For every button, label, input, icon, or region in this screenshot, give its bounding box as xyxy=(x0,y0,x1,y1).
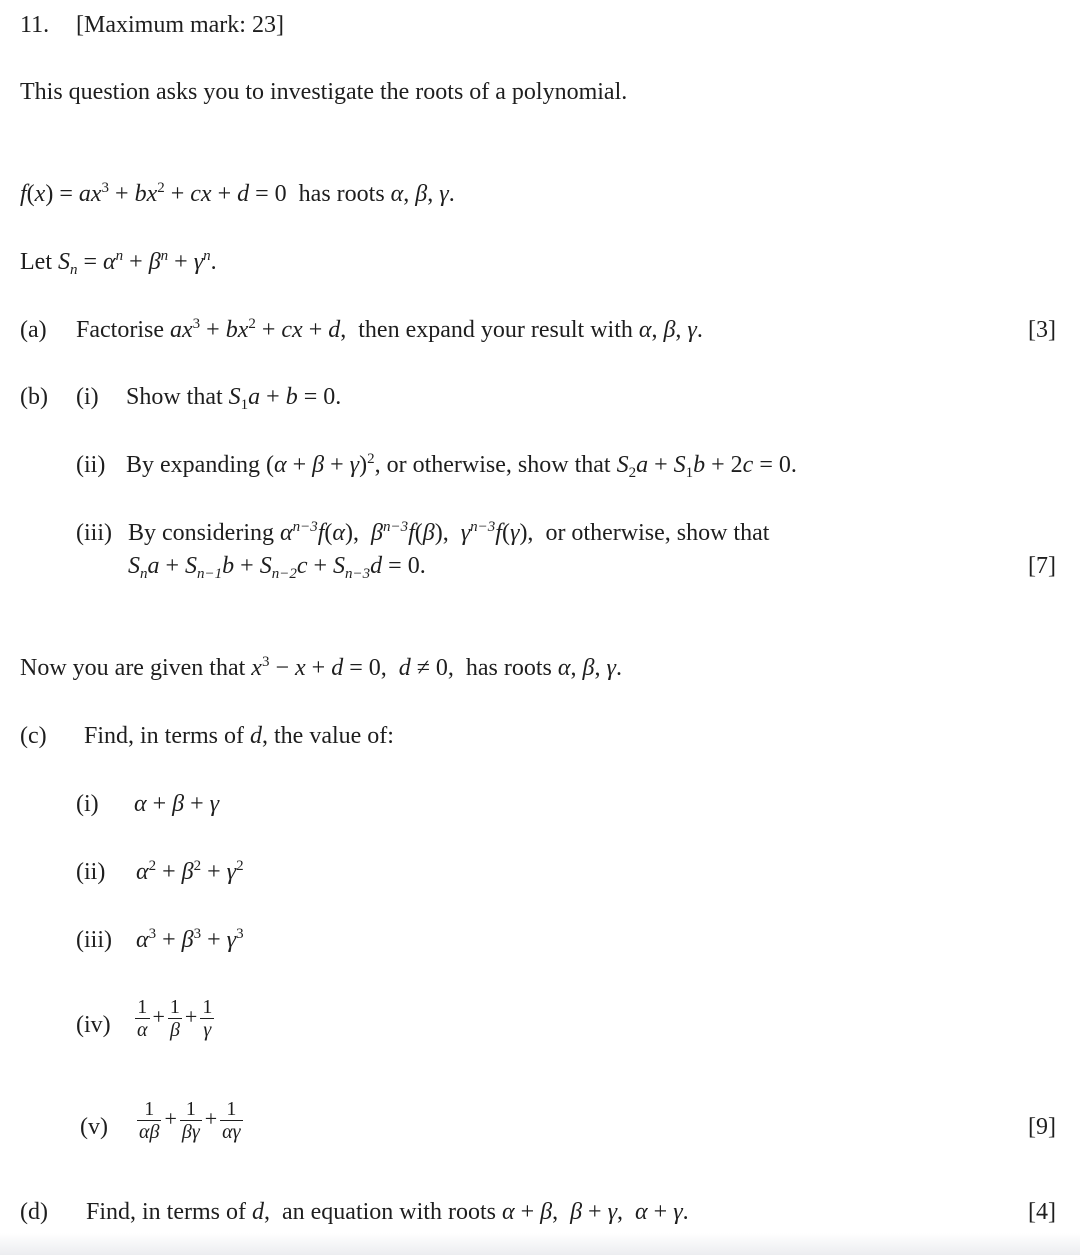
part-c-ii-label: (ii) xyxy=(76,859,106,885)
part-c-iv-label: (iv) xyxy=(76,1012,111,1038)
part-b-ii-label: (ii) xyxy=(76,452,106,478)
max-mark: [Maximum mark: 23] xyxy=(76,12,284,38)
part-c-marks: [9] xyxy=(1028,1114,1056,1140)
part-d-text-2: an equation with roots xyxy=(282,1199,496,1225)
page-bottom-edge xyxy=(0,1233,1080,1255)
part-b-i-label: (i) xyxy=(76,384,99,410)
function-definition: $f(x) = ax^3 + bx^2$ + cx + d = 0 has roots α, β, γ. xyxy=(20,180,455,207)
part-b-iii-text-2: or otherwise, show that xyxy=(545,520,770,546)
part-b-iii-text: By considering $\alpha^{n-3}f(\alpha)$, $\beta^{n-3}f(\beta)$, $\gamma^{n-3}f(\gamma)$, or otherwise, show that xyxy=(128,519,770,546)
part-d-text-1: Find, in terms of xyxy=(86,1199,246,1225)
given-statement: Now you are given that $x^3 - x + d = 0$, d ≠ 0, has roots α, β, γ. xyxy=(20,654,622,681)
part-c-iii-label: (iii) xyxy=(76,927,112,953)
let-text: Let xyxy=(20,249,52,275)
part-b-iii-equation: $S_na + S_{n-1}b + S_{n-2}c + S_{n-3}d = 0$. xyxy=(128,553,426,582)
part-c-label: (c) xyxy=(20,723,47,749)
part-a-text-1: Factorise xyxy=(76,317,164,343)
part-c-i-label: (i) xyxy=(76,791,99,817)
part-a-marks: [3] xyxy=(1028,317,1056,343)
part-a-text: Factorise $ax^3 + bx^2$ + cx + d, then expand your result with α, β, γ. xyxy=(76,316,703,343)
part-c-ii-expr: $\alpha^2 + \beta^2 + \gamma^2$ xyxy=(136,858,244,885)
question-intro: This question asks you to investigate the roots of a polynomial. xyxy=(20,79,628,105)
part-b-iii-label: (iii) xyxy=(76,520,112,546)
part-c-text: Find, in terms of d, the value of: xyxy=(84,723,394,749)
given-text-1: Now you are given that xyxy=(20,655,246,681)
part-d-text: Find, in terms of d, an equation with roots α + β, β + γ, α + γ. xyxy=(86,1199,689,1225)
part-b-ii-text: By expanding $(\alpha + \beta + \gamma)^2$, or otherwise, show that $S_2a + S_1b + 2c = 0$. xyxy=(126,451,797,481)
part-d-marks: [4] xyxy=(1028,1199,1056,1225)
part-b-ii-text-1: By expanding xyxy=(126,452,260,478)
question-number: 11. xyxy=(20,12,50,38)
part-c-v-label: (v) xyxy=(80,1114,108,1140)
part-c-iii-expr: $\alpha^3 + \beta^3 + \gamma^3$ xyxy=(136,926,244,953)
part-d-label: (d) xyxy=(20,1199,48,1225)
sn-definition: Let $S_n = \alpha^n + \beta^n + \gamma^n$. xyxy=(20,248,217,278)
part-b-ii-text-2: , or otherwise, show that xyxy=(374,452,611,478)
part-a-text-2: then expand your result with xyxy=(358,317,633,343)
part-c-find: Find, in terms of xyxy=(84,723,244,749)
part-c-value-of: , the value of: xyxy=(262,723,394,749)
function-text: has roots xyxy=(298,181,385,207)
given-text-2: has roots xyxy=(465,655,552,681)
part-b-marks: [7] xyxy=(1028,553,1056,579)
part-a-label: (a) xyxy=(20,317,47,343)
part-c-iv-expr: $\frac{1}{\alpha}$ + $\frac{1}{\beta}$ + $\frac{1}{\gamma}$ xyxy=(137,996,213,1041)
part-b-label: (b) xyxy=(20,384,48,410)
part-c-i-expr: α + β + γ xyxy=(134,791,220,817)
part-c-v-expr: $\frac{1}{\alpha\beta}$ + $\frac{1}{\beta\gamma}$ + $\frac{1}{\alpha\gamma}$ xyxy=(139,1098,241,1143)
part-b-iii-text-1: By considering xyxy=(128,520,274,546)
part-b-i-show: Show that xyxy=(126,384,223,410)
part-b-i-text: Show that $S_1a + b = 0$. xyxy=(126,384,342,413)
